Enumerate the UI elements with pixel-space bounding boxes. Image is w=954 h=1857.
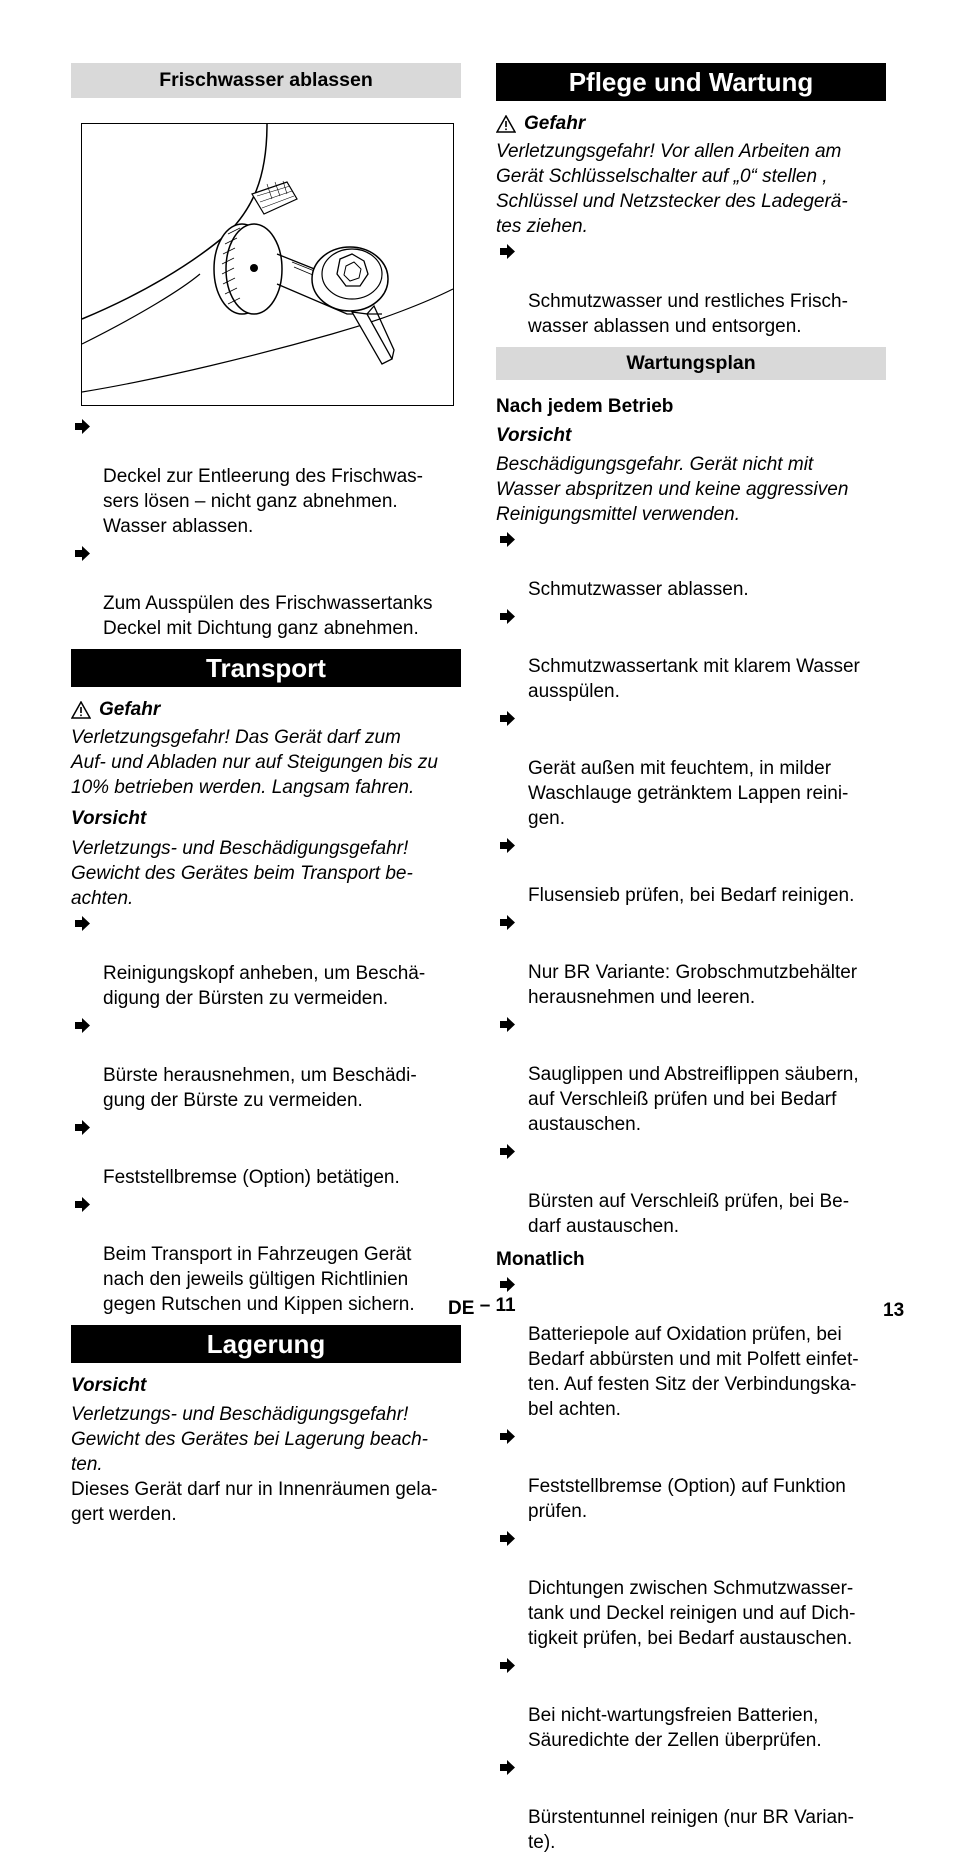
nach-betrieb-steps xyxy=(496,527,886,1239)
right-arrow-icon xyxy=(73,915,91,932)
list-item: Beim Transport in Fahrzeugen Gerät nach den jeweils gültigen Richtlinien gegen Rutschen und Kippen sichern. xyxy=(71,1192,461,1317)
list-item: Bei nicht-wartungsfreien Batterien, Säuredichte der Zellen überprüfen. xyxy=(496,1653,886,1753)
warning-triangle-icon xyxy=(496,115,516,133)
right-arrow-icon xyxy=(498,243,516,260)
monatlich-steps xyxy=(496,1272,886,1855)
right-arrow-icon xyxy=(498,1530,516,1547)
caution-text: Beschädigungsgefahr. Gerät nicht mit Wasser abspritzen und keine aggressiven Reinigungsmittel verwenden. xyxy=(496,454,849,525)
section-heading-pflege: Pflege und Wartung xyxy=(496,63,886,101)
section-heading-lagerung: Lagerung xyxy=(71,1325,461,1363)
right-arrow-icon xyxy=(73,545,91,562)
list-item: Flusensieb prüfen, bei Bedarf reinigen. xyxy=(496,833,886,908)
right-arrow-icon xyxy=(498,914,516,931)
subheading-nach-betrieb: Nach jedem Betrieb xyxy=(496,396,674,417)
list-item: Schmutzwasser ablassen. xyxy=(496,527,886,602)
list-item: Gerät außen mit feuchtem, in milder Waschlauge getränktem Lappen reini- gen. xyxy=(496,706,886,831)
language-code: DE xyxy=(448,1298,475,1319)
list-item: Dichtungen zwischen Schmutzwasser- tank und Deckel reinigen und auf Dich- tigkeit prüfen, bei Bedarf austauschen. xyxy=(496,1526,886,1651)
right-arrow-icon xyxy=(498,1143,516,1160)
right-arrow-icon xyxy=(498,710,516,727)
list-item: Schmutzwassertank mit klarem Wasser ausspülen. xyxy=(496,604,886,704)
subheading-monatlich: Monatlich xyxy=(496,1249,585,1270)
frischwasser-steps xyxy=(71,414,461,641)
section-heading-wartungsplan: Wartungsplan xyxy=(496,347,886,380)
right-arrow-icon xyxy=(73,1119,91,1136)
page-number: 13 xyxy=(883,1300,905,1321)
list-item: Nur BR Variante: Grobschmutzbehälter herausnehmen und leeren. xyxy=(496,910,886,1010)
transport-steps xyxy=(71,911,461,1317)
right-arrow-icon xyxy=(498,1657,516,1674)
right-arrow-icon xyxy=(498,608,516,625)
section-page-number: – 11 xyxy=(479,1295,516,1316)
right-arrow-icon xyxy=(498,1276,516,1293)
list-item: Schmutzwasser und restliches Frisch- wasser ablassen und entsorgen. xyxy=(496,239,886,339)
drain-cap-drawing xyxy=(82,124,453,405)
list-item: Feststellbremse (Option) auf Funktion prüfen. xyxy=(496,1424,886,1524)
right-arrow-icon xyxy=(73,418,91,435)
left-column xyxy=(71,63,461,1527)
warning-text: Verletzungsgefahr! Das Gerät darf zum Auf- und Abladen nur auf Steigungen bis zu 10% betrieben werden. Langsam fahren. xyxy=(71,727,438,798)
caution-label: Vorsicht xyxy=(71,808,147,829)
drain-cap-illustration xyxy=(81,123,454,406)
list-item: Deckel zur Entleerung des Frischwas- sers lösen – nicht ganz abnehmen. Wasser ablassen. xyxy=(71,414,461,539)
list-item: Reinigungskopf anheben, um Beschä- digung der Bürsten zu vermeiden. xyxy=(71,911,461,1011)
right-arrow-icon xyxy=(498,1759,516,1776)
list-item: Feststellbremse (Option) betätigen. xyxy=(71,1115,461,1190)
list-item: Bürstentunnel reinigen (nur BR Varian- te). xyxy=(496,1755,886,1855)
section-heading-transport: Transport xyxy=(71,649,461,687)
right-column xyxy=(496,63,886,1857)
section-heading-frischwasser: Frischwasser ablassen xyxy=(71,63,461,98)
caution-text: Verletzungs- und Beschädigungsgefahr! Gewicht des Gerätes bei Lagerung beach- ten. xyxy=(71,1404,428,1475)
list-item: Zum Ausspülen des Frischwassertanks Deckel mit Dichtung ganz abnehmen. xyxy=(71,541,461,641)
list-item: Bürsten auf Verschleiß prüfen, bei Be- darf austauschen. xyxy=(496,1139,886,1239)
right-arrow-icon xyxy=(498,531,516,548)
warning-label: Gefahr xyxy=(496,111,886,136)
right-arrow-icon xyxy=(498,1428,516,1445)
list-item: Sauglippen und Abstreiflippen säubern, auf Verschleiß prüfen und bei Bedarf austauschen. xyxy=(496,1012,886,1137)
list-item: Batteriepole auf Oxidation prüfen, bei Bedarf abbürsten und mit Polfett einfet- ten. Auf festen Sitz der Verbindungska- bel achten. xyxy=(496,1272,886,1422)
storage-text: Dieses Gerät darf nur in Innenräumen gela- gert werden. xyxy=(71,1479,438,1525)
pflege-steps xyxy=(496,239,886,339)
right-arrow-icon xyxy=(498,1016,516,1033)
caution-label: Vorsicht xyxy=(71,1375,147,1396)
page-footer-label xyxy=(448,1296,516,1321)
right-arrow-icon xyxy=(73,1017,91,1034)
warning-text: Verletzungsgefahr! Vor allen Arbeiten am Gerät Schlüsselschalter auf „0“ stellen , Schlüssel und Netzstecker des Ladegerä- tes ziehen. xyxy=(496,141,848,237)
warning-triangle-icon xyxy=(71,701,91,719)
right-arrow-icon xyxy=(73,1196,91,1213)
warning-label: Gefahr xyxy=(71,697,461,722)
caution-label: Vorsicht xyxy=(496,425,572,446)
list-item: Bürste herausnehmen, um Beschädi- gung der Bürste zu vermeiden. xyxy=(71,1013,461,1113)
right-arrow-icon xyxy=(498,837,516,854)
caution-text: Verletzungs- und Beschädigungsgefahr! Gewicht des Gerätes beim Transport be- achten. xyxy=(71,838,413,909)
